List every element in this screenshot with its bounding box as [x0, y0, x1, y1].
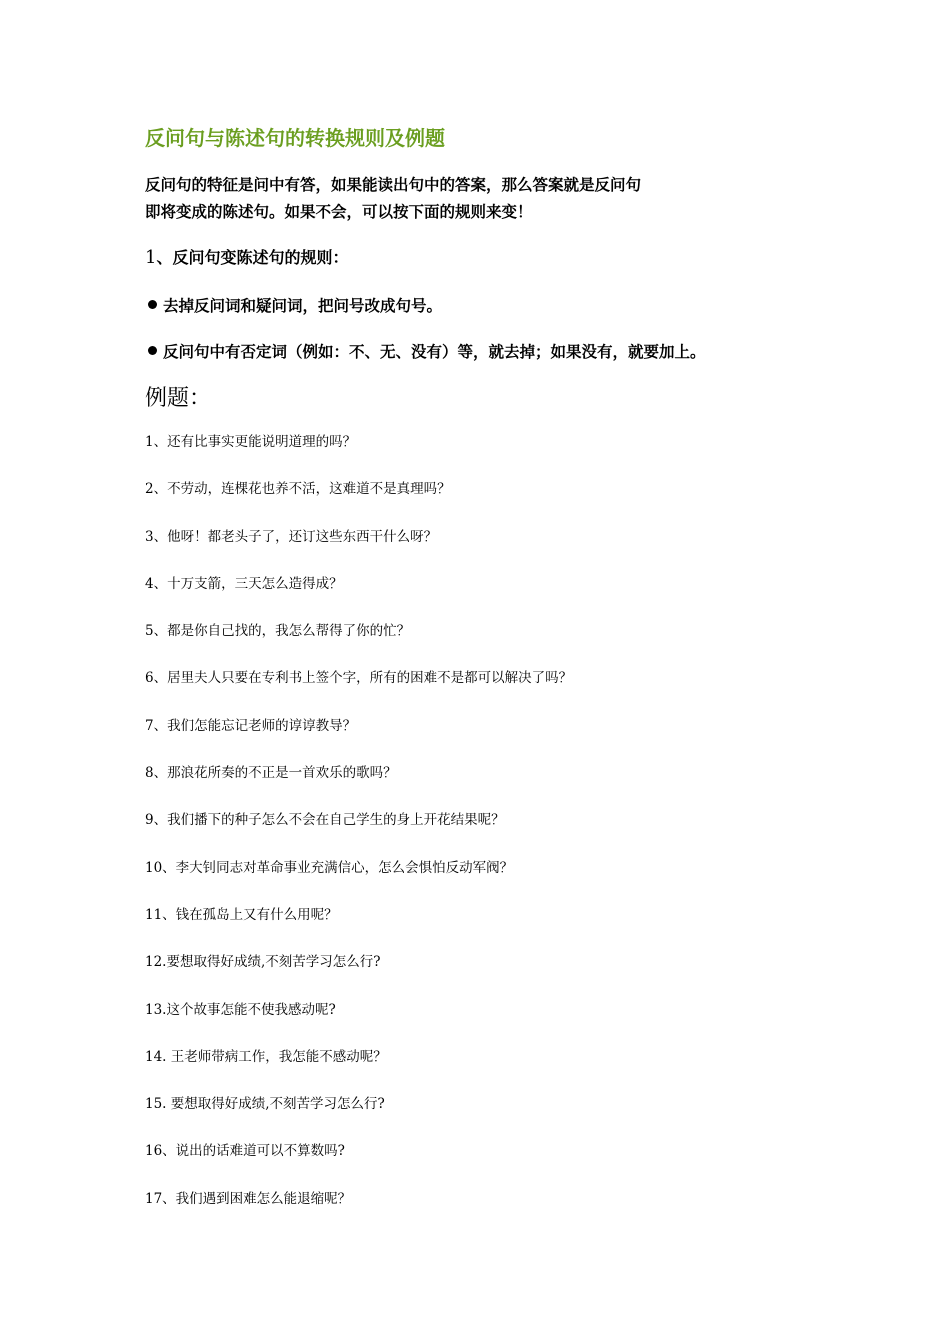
intro-line-2: 即将变成的陈述句。如果不会，可以按下面的规则来变！	[145, 203, 533, 221]
example-item: 17、我们遇到困难怎么能退缩呢？	[145, 1190, 352, 1207]
bullet-dot-icon	[148, 300, 157, 309]
rule-heading	[145, 245, 348, 268]
example-item: 8、那浪花所奏的不正是一首欢乐的歌吗？	[145, 765, 397, 782]
example-item: 5、都是你自己找的，我怎么帮得了你的忙？	[145, 623, 411, 640]
example-item: 6、居里夫人只要在专利书上签个字，所有的困难不是都可以解决了吗？	[145, 670, 573, 687]
intro-paragraph	[145, 172, 825, 226]
example-item: 15. 要想取得好成绩,不刻苦学习怎么行?	[145, 1096, 385, 1113]
rule-item	[148, 294, 442, 316]
example-item: 1、还有比事实更能说明道理的吗？	[145, 434, 357, 450]
rule-item-text: 去掉反问词和疑问词，把问号改成句号。	[163, 297, 443, 315]
examples-list	[145, 432, 572, 1236]
document-title: 反问句与陈述句的转换规则及例题	[145, 126, 445, 150]
example-item: 11、钱在孤岛上又有什么用呢？	[145, 906, 338, 923]
example-item: 2、不劳动，连棵花也养不活，这难道不是真理吗？	[145, 481, 451, 498]
bullet-dot-icon	[148, 346, 157, 355]
example-item: 10、李大钊同志对革命事业充满信心，怎么会惧怕反动军阀？	[145, 859, 514, 876]
rule-item-text: 反问句中有否定词（例如：不、无、没有）等，就去掉；如果没有，就要加上。	[163, 343, 706, 361]
intro-line-1: 反问句的特征是问中有答，如果能读出句中的答案，那么答案就是反问句	[145, 176, 642, 194]
example-item: 4、十万支箭，三天怎么造得成？	[145, 575, 343, 592]
rule-heading-number: 1	[145, 247, 157, 268]
example-item: 12.要想取得好成绩,不刻苦学习怎么行?	[145, 954, 381, 971]
rule-heading-text: 、反问句变陈述句的规则：	[156, 248, 349, 267]
examples-heading: 例题：	[145, 386, 212, 411]
example-item: 9、我们播下的种子怎么不会在自己学生的身上开花结果呢？	[145, 812, 505, 829]
example-item: 7、我们怎能忘记老师的谆谆教导？	[145, 717, 357, 734]
example-item: 13.这个故事怎能不使我感动呢?	[145, 1001, 336, 1018]
example-item: 16、说出的话难道可以不算数吗?	[145, 1143, 345, 1160]
rule-item	[148, 340, 706, 362]
example-item: 3、他呀！都老头子了，还订这些东西干什么呀？	[145, 528, 438, 545]
example-item: 14. 王老师带病工作，我怎能不感动呢？	[145, 1048, 387, 1065]
